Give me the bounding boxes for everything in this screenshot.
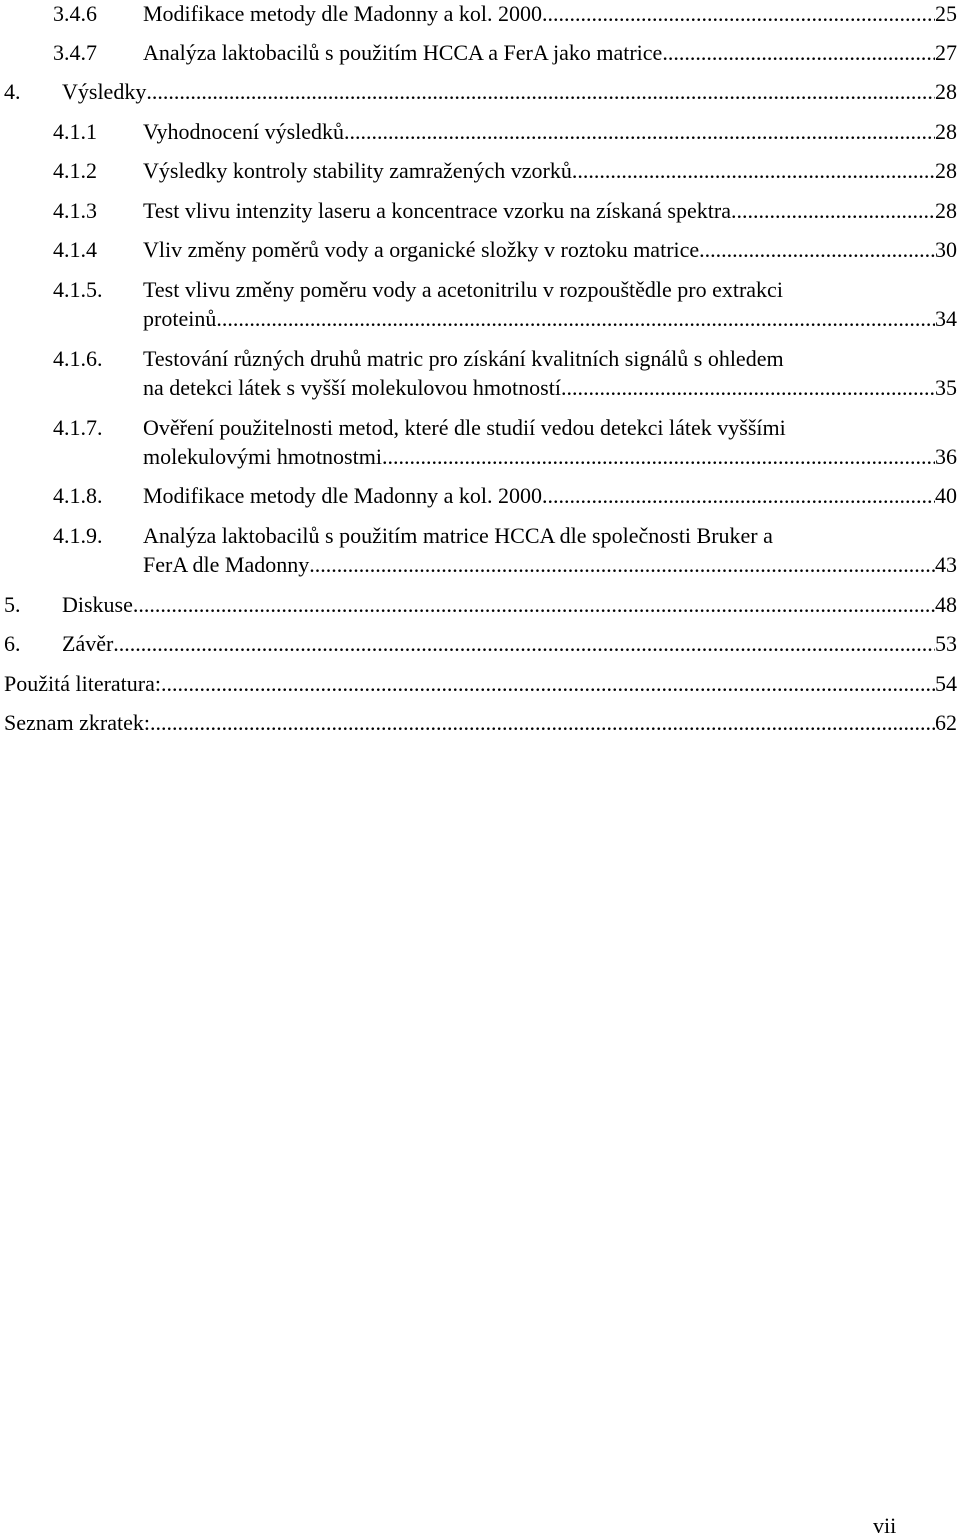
toc-leader-dots (150, 709, 935, 737)
toc-entry-page: 28 (935, 79, 957, 104)
toc-entry-number: 4. (4, 79, 21, 104)
toc-entry-title: Analýza laktobacilů s použitím HCCA a FerA jako matrice (143, 40, 663, 65)
toc-entry-page: 28 (935, 119, 957, 144)
toc-entry-number: 3.4.7 (53, 40, 97, 65)
toc-entry-title: na detekci látek s vyšší molekulovou hmotností (143, 375, 561, 400)
toc-entry-title: Výsledky (62, 79, 147, 104)
toc-entry-page: 35 (935, 375, 957, 400)
toc-leader-dots (133, 591, 935, 619)
toc-leader-dots (699, 236, 935, 264)
toc-entry-title-line1: Analýza laktobacilů s použitím matrice HCCA dle společnosti Bruker a (143, 523, 773, 548)
page-number: vii (873, 1513, 897, 1538)
toc-entry-number: 4.1.9. (53, 523, 103, 548)
toc-leader-dots (542, 482, 935, 510)
toc-entry-number: 4.1.1 (53, 119, 97, 144)
toc-entry-page: 36 (935, 444, 957, 469)
toc-leader-dots (662, 39, 935, 67)
toc-entry-title: Vliv změny poměrů vody a organické složky v roztoku matrice (143, 237, 700, 262)
toc-entry-title: proteinů (143, 306, 217, 331)
toc-entry-page: 27 (935, 40, 957, 65)
toc-leader-dots (344, 118, 935, 146)
toc-entry-number: 4.1.6. (53, 346, 103, 371)
toc-entry-title: Modifikace metody dle Madonny a kol. 2000 (143, 1, 542, 26)
toc-leader-dots (113, 630, 935, 658)
toc-entry-title: FerA dle Madonny (143, 552, 310, 577)
toc-entry-page: 34 (935, 306, 957, 331)
toc-entry-title: Použitá literatura: (4, 671, 161, 696)
toc-entry-number: 4.1.5. (53, 277, 103, 302)
toc-entry-number: 4.1.8. (53, 483, 103, 508)
toc-entry-title: Test vlivu intenzity laseru a koncentrace vzorku na získaná spektra (143, 198, 731, 223)
toc-entry-page: 62 (935, 710, 957, 735)
toc-leader-dots (731, 197, 935, 225)
toc-entry-page: 28 (935, 158, 957, 183)
toc-entry-page: 40 (935, 483, 957, 508)
toc-entry-page: 53 (935, 631, 957, 656)
toc-entry-number: 6. (4, 631, 21, 656)
toc-leader-dots (216, 305, 935, 333)
toc-entry-page: 30 (935, 237, 957, 262)
toc-leader-dots (309, 551, 935, 579)
toc-leader-dots (382, 443, 935, 471)
toc-entry-title-line1: Testování různých druhů matric pro získání kvalitních signálů s ohledem (143, 346, 784, 371)
toc-entry-number: 4.1.2 (53, 158, 97, 183)
toc-entry-title: Vyhodnocení výsledků (143, 119, 345, 144)
toc-entry-page: 28 (935, 198, 957, 223)
toc-entry-number: 4.1.7. (53, 415, 103, 440)
toc-leader-dots (161, 670, 935, 698)
toc-entry-page: 54 (935, 671, 957, 696)
toc-entry-number: 5. (4, 592, 21, 617)
toc-entry-number: 3.4.6 (53, 1, 97, 26)
toc-entry-title: Modifikace metody dle Madonny a kol. 2000 (143, 483, 542, 508)
toc-leader-dots (146, 78, 935, 106)
toc-entry-title: Závěr (62, 631, 114, 656)
toc-leader-dots (561, 374, 935, 402)
toc-entry-page: 43 (935, 552, 957, 577)
toc-entry-title-line1: Ověření použitelnosti metod, které dle studií vedou detekci látek vyššími (143, 415, 786, 440)
toc-entry-page: 48 (935, 592, 957, 617)
toc-entry-title: Seznam zkratek: (4, 710, 150, 735)
toc-entry-title: Diskuse (62, 592, 133, 617)
toc-entry-number: 4.1.4 (53, 237, 97, 262)
toc-leader-dots (542, 0, 935, 28)
toc-entry-title: molekulovými hmotnostmi (143, 444, 382, 469)
toc-entry-number: 4.1.3 (53, 198, 97, 223)
toc-entry-title: Výsledky kontroly stability zamražených vzorků (143, 158, 572, 183)
toc-entry-title-line1: Test vlivu změny poměru vody a acetonitrilu v rozpouštědle pro extrakci (143, 277, 783, 302)
toc-entry-page: 25 (935, 1, 957, 26)
toc-leader-dots (572, 157, 935, 185)
